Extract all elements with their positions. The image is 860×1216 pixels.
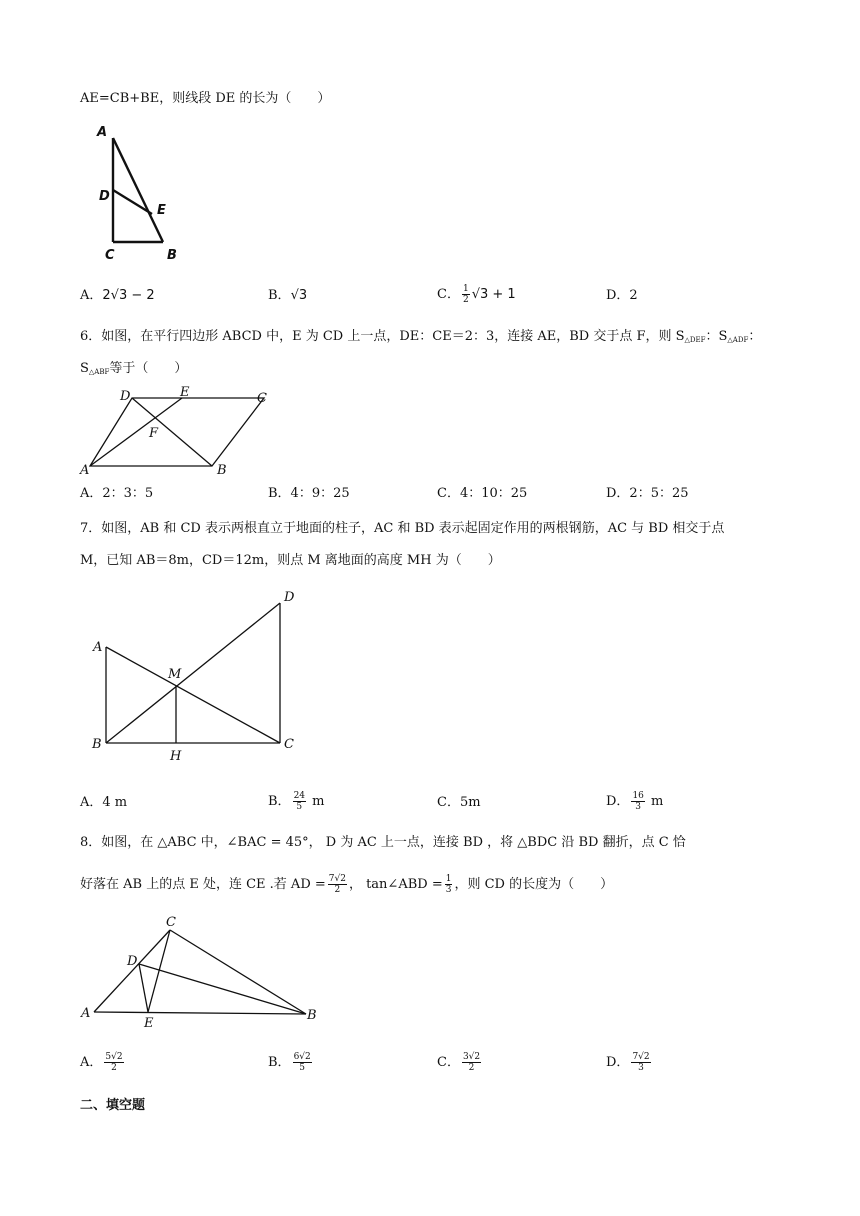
q8-label-d: D	[127, 954, 138, 969]
q6-label-c: C	[257, 391, 267, 406]
q7-option-b: B． $\frac{24}{5}$ m	[268, 791, 325, 812]
q7-label-d: D	[284, 590, 295, 605]
q7-option-d: D． $\frac{16}{3}$ m	[606, 791, 664, 812]
q5-label-e: E	[157, 203, 166, 218]
q8-option-b: B． $\frac{6√2}{5}$	[268, 1052, 311, 1073]
q7-label-a: A	[93, 640, 103, 655]
q6-option-c: C．4：10：25	[437, 486, 528, 501]
q8-stem-line1: 8．如图，在 △ABC 中，∠BAC = 45°， D 为 AC 上一点，连接 BD ，将 △BDC 沿 BD 翻折，点 C 恰	[80, 835, 686, 850]
q8-option-c: C． $\frac{3√2}{2}$	[437, 1052, 481, 1073]
q8-stem-line2: 好落在 AB 上的点 E 处，连 CE .若 AD = $\frac{7√2}{2}$ ， tan∠ABD = $\frac{1}{3}$ ，则 CD 的长度为（ ）	[80, 874, 614, 895]
q8-option-d: D． $\frac{7√2}{3}$	[606, 1052, 650, 1073]
q5-label-d: D	[99, 189, 110, 204]
q5-option-b: B．√3	[268, 288, 308, 303]
q7-label-b: B	[92, 737, 102, 752]
q8-label-b: B	[307, 1008, 317, 1023]
q6-label-a: A	[80, 463, 90, 478]
q7-label-m: M	[168, 667, 182, 682]
q6-option-d: D．2：5：25	[606, 486, 689, 501]
q7-stem-line2: M，已知 AB＝8m，CD＝12m，则点 M 离地面的高度 MH 为（ ）	[80, 553, 501, 568]
q7-figure	[88, 585, 318, 765]
q5-stem: AE=CB+BE，则线段 DE 的长为（ ）	[80, 91, 331, 106]
q7-label-c: C	[284, 737, 294, 752]
q6-label-f: F	[149, 426, 159, 441]
q6-option-a: A．2：3：5	[80, 486, 154, 501]
q5-label-b: B	[167, 248, 177, 263]
q7-label-h: H	[170, 749, 182, 764]
q6-option-b: B．4：9：25	[268, 486, 350, 501]
q6-label-b: B	[217, 463, 227, 478]
q6-label-d: D	[120, 389, 131, 404]
q7-stem-line1: 7．如图，AB 和 CD 表示两根直立于地面的柱子，AC 和 BD 表示起固定作用的两根钢筋，AC 与 BD 相交于点	[80, 521, 725, 536]
q6-figure	[78, 386, 278, 476]
q6-stem-line1: 6．如图，在平行四边形 ABCD 中，E 为 CD 上一点，DE：CE＝2：3，连接 AE，BD 交于点 F，则 $S_{\triangle DEF}$：$S_{\triangle ADF}$：	[80, 329, 762, 344]
q6-stem-line2: $S_{\triangle ABF}$等于（ ）	[80, 361, 188, 376]
q5-figure	[95, 122, 215, 262]
q5-label-c: C	[105, 248, 115, 263]
q5-option-d: D．2	[606, 288, 638, 303]
q5-option-c: C． $\frac{1}{2}$ √3 + 1	[437, 284, 516, 305]
q7-option-a: A．4 m	[80, 795, 128, 810]
q8-figure	[78, 912, 328, 1032]
q8-label-a: A	[81, 1006, 91, 1021]
q8-option-a: A． $\frac{5√2}{2}$	[80, 1052, 123, 1073]
q5-option-a: A．2√3 − 2	[80, 288, 155, 303]
q6-label-e: E	[180, 385, 190, 400]
q5-label-a: A	[97, 125, 108, 140]
q7-option-c: C．5m	[437, 795, 481, 810]
q8-label-e: E	[144, 1016, 154, 1031]
section-title: 二、填空题	[80, 1098, 146, 1113]
q8-label-c: C	[166, 915, 176, 930]
